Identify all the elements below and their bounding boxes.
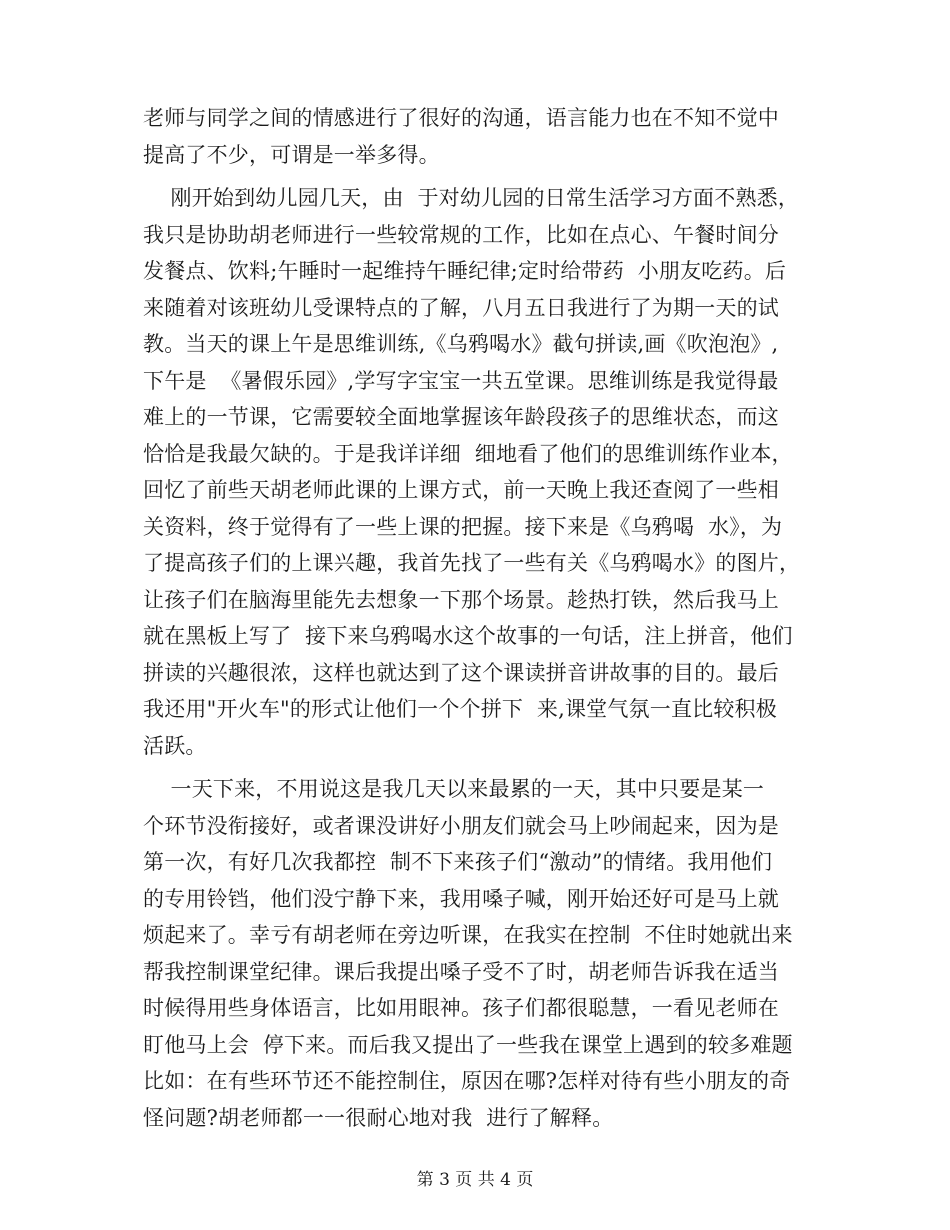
- text-line: 让孩子们在脑海里能先去想象一下那个场景。趁热打铁，然后我马上: [143, 587, 779, 612]
- text-line: 我只是协助胡老师进行一些较常规的工作，比如在点心、午餐时间分: [143, 222, 779, 247]
- text-line: 老师与同学之间的情感进行了很好的沟通，语言能力也在不知不觉中: [143, 106, 779, 130]
- text-line: 关资料，终于觉得有了一些上课的把握。接下来是《乌鸦喝 水》，为: [143, 514, 783, 539]
- text-line: 发餐点、饮料;午睡时一起维持午睡纪律;定时给带药 小朋友吃药。后: [143, 259, 787, 283]
- text-line: 了提高孩子们的上课兴趣，我首先找了一些有关《乌鸦喝水》的图片，: [143, 551, 801, 575]
- text-line: 教。当天的课上午是思维训练,《乌鸦喝水》截句拼读,画《吹泡泡》,: [143, 332, 779, 356]
- text-line: 难上的一节课，它需要较全面地掌握该年龄段孩子的思维状态，而这: [143, 405, 779, 429]
- text-line: 帮我控制课堂纪律。课后我提出嗓子受不了时，胡老师告诉我在适当: [143, 959, 779, 984]
- paragraph: [143, 771, 823, 1136]
- text-line: 烦起来了。幸亏有胡老师在旁边听课，在我实在控制 不住时她就出来: [143, 923, 793, 947]
- text-line: 我还用"开火车"的形式让他们一个个拼下 来,课堂气氛一直比较积极: [143, 697, 777, 721]
- text-line: 刚开始到幼儿园几天，由 于对幼儿园的日常生活学习方面不熟悉，: [143, 186, 800, 210]
- paragraph: [143, 180, 823, 764]
- text-line: 下午是 《暑假乐园》,学写字宝宝一共五堂课。思维训练是我觉得最: [143, 368, 779, 393]
- text-line: 的专用铃铛，他们没宁静下来，我用嗓子喊，刚开始还好可是马上就: [143, 886, 779, 911]
- text-line: 拼读的兴趣很浓，这样也就达到了这个课读拼音讲故事的目的。最后: [143, 660, 779, 685]
- text-line: 比如：在有些环节还不能控制住，原因在哪?怎样对待有些小朋友的奇: [143, 1069, 791, 1093]
- page-number-footer: 第 3 页 共 4 页: [416, 1170, 534, 1190]
- text-line: 来随着对该班幼儿受课特点的了解，八月五日我进行了为期一天的试: [143, 295, 779, 320]
- text-line: 恰恰是我最欠缺的。于是我详详细 细地看了他们的思维训练作业本，: [143, 441, 793, 466]
- text-line: 时候得用些身体语言，比如用眼神。孩子们都很聪慧，一看见老师在: [143, 996, 779, 1020]
- text-line: 提高了不少，可谓是一举多得。: [143, 142, 440, 167]
- paragraph-gap: [143, 173, 823, 180]
- paragraph-gap: [143, 764, 823, 771]
- text-line: 盯他马上会 停下来。而后我又提出了一些我在课堂上遇到的较多难题: [143, 1032, 793, 1057]
- text-line: 活跃。: [143, 733, 207, 758]
- text-line: 个环节没衔接好，或者课没讲好小朋友们就会马上吵闹起来，因为是: [143, 813, 779, 838]
- text-line: 第一次，有好几次我都控 制不下来孩子们“激动”的情绪。我用他们: [143, 850, 773, 874]
- body-text: [143, 100, 823, 1136]
- paragraph: [143, 100, 823, 173]
- text-line: 怪问题?胡老师都一一很耐心地对我 进行了解释。: [143, 1105, 614, 1130]
- text-line: 就在黑板上写了 接下来乌鸦喝水这个故事的一句话，注上拼音，他们: [143, 624, 793, 648]
- text-line: 回忆了前些天胡老师此课的上课方式，前一天晚上我还查阅了一些相: [143, 478, 779, 502]
- text-line: 一天下来，不用说这是我几天以来最累的一天，其中只要是某一: [143, 777, 765, 801]
